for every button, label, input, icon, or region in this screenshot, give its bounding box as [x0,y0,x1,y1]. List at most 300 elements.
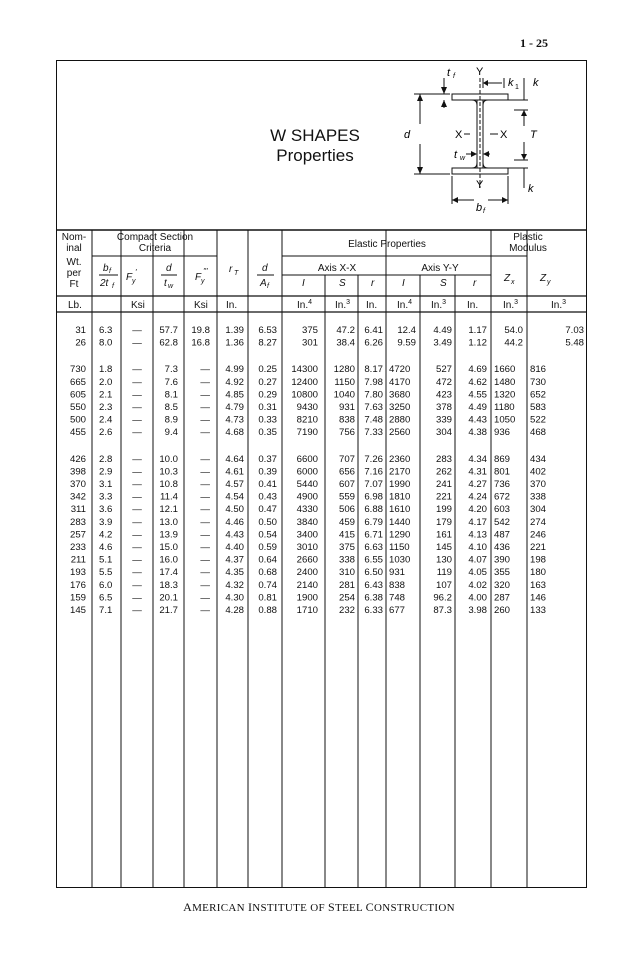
table-cell: 6.71 [364,529,383,541]
table-cell: 801 [494,466,511,478]
table-cell: — [132,516,142,528]
table-cell: 4.24 [468,491,487,503]
table-cell: 2.0 [99,376,113,388]
table-cell: 211 [70,554,86,566]
table-cell: 18.3 [159,579,178,591]
table-cell: 672 [494,491,511,503]
table-cell: — [200,516,210,528]
table-cell: 4.34 [468,453,487,465]
table-cell: 17.4 [159,567,178,579]
table-cell: 2.4 [99,414,113,426]
table-cell: 7.26 [364,453,383,465]
table-cell: 7.03 [565,325,584,336]
table-cell: 6.53 [258,325,277,336]
table-cell: 415 [338,529,355,541]
table-cell: 0.33 [258,414,277,426]
table-row [70,427,546,438]
title-line-1: W SHAPES [270,126,360,145]
table-cell: 145 [69,605,86,616]
table-row [70,492,546,503]
table-cell: 4.32 [225,579,244,591]
hdr-dtw-num: d [166,263,172,274]
table-cell: 370 [530,479,547,490]
table-cell: 434 [530,453,547,465]
table-cell: 1290 [389,529,411,541]
table-cell: 274 [530,516,547,528]
table-cell: 8210 [296,414,318,426]
table-cell: 2.3 [99,402,113,413]
table-cell: 1030 [389,554,411,566]
diagram-k-top-label: k [533,77,539,89]
table-cell: 338 [530,491,547,503]
table-cell: 3.3 [99,491,113,503]
table-cell: 7190 [296,427,318,439]
table-cell: 3250 [389,402,411,413]
table-cell: 6.43 [364,579,383,591]
table-cell: 3.6 [99,504,113,516]
table-cell: — [200,567,210,579]
table-cell: 16.0 [159,554,178,566]
table-cell: 656 [338,466,355,478]
table-cell: 7.07 [364,479,383,490]
table-row [70,454,547,465]
table-cell: 487 [494,529,511,541]
table-cell: 3840 [296,516,318,528]
hdr-fy1-sub: y [132,278,136,285]
hdr-fy3: F [195,272,202,283]
unit-label: In. [226,300,238,311]
table-cell: 6.5 [99,592,113,604]
table-cell: 390 [494,554,511,566]
table-row [70,529,546,540]
table-cell: 339 [435,414,452,426]
table-cell: 0.27 [258,376,277,388]
hdr-fy1: F [126,272,133,283]
table-cell: 4.31 [468,466,487,478]
table-cell: 87.3 [433,605,452,616]
table-cell: 7.80 [364,389,383,401]
hdr-yy-r: r [473,278,477,289]
table-cell: 398 [69,466,86,478]
table-cell: — [132,491,142,503]
table-cell: 163 [530,579,547,591]
table-cell: 0.25 [258,364,277,376]
table-cell: 262 [435,466,452,478]
table-cell: 4.61 [225,466,244,478]
table-cell: 1320 [494,389,516,401]
table-cell: — [132,337,142,349]
unit-label: In.$^3$ [551,299,567,311]
hdr-nominal-1: Nom- [61,232,87,243]
table-cell: 4720 [389,364,411,376]
footer: AMERICAN INSTITUTE OF STEEL CONSTRUCTION [183,900,455,914]
table-cell: 2.1 [99,389,113,401]
table-cell: 4.40 [225,542,244,553]
table-row [71,504,547,515]
hdr-rT-sub: T [234,270,239,277]
table-cell: 2.8 [99,453,113,465]
table-cell: 0.37 [258,453,277,465]
table-cell: — [200,592,210,604]
table-cell: 730 [530,376,547,388]
table-cell: — [132,592,142,604]
table-cell: 310 [338,567,355,579]
table-cell: — [132,579,142,591]
diagram-T-label: T [530,129,537,141]
table-cell: 6.98 [364,491,383,503]
table-cell: — [200,479,210,490]
hdr-plastic-1: Plastic [513,232,543,243]
table-cell: 931 [389,567,406,579]
table-cell: 338 [338,554,355,566]
table-cell: 4.79 [225,402,244,413]
table-cell: 936 [494,427,511,439]
table-cell: — [200,402,210,413]
table-cell: 9430 [296,402,318,413]
table-cell: — [200,504,210,516]
table-cell: 9.59 [397,337,416,349]
diagram-y-top-label: Y [476,66,484,78]
table-cell: 4170 [389,376,411,388]
table-cell: 838 [338,414,355,426]
table-cell: 4.69 [468,364,487,376]
table-cell: — [132,376,142,388]
table-cell: 159 [69,592,86,604]
table-cell: 1050 [494,414,516,426]
table-cell: 145 [435,542,452,553]
table-cell: 6.63 [364,542,383,553]
table-cell: — [200,453,210,465]
table-cell: 161 [435,529,452,541]
table-cell: 7.3 [164,364,178,376]
table-cell: 283 [69,516,86,528]
table-cell: 301 [301,337,318,349]
table-cell: 402 [530,466,547,478]
table-cell: 1.36 [225,337,244,349]
table-cell: 233 [69,542,86,553]
table-cell: 57.7 [159,325,178,336]
table-cell: 19.8 [191,325,210,336]
table-cell: 0.88 [258,605,277,616]
table-cell: 665 [69,376,86,388]
diagram-k1-label: k [508,77,514,89]
table-cell: 0.47 [258,504,277,516]
table-cell: 506 [338,504,355,516]
hdr-dAf-num: d [262,263,268,274]
table-cell: 707 [338,453,355,465]
table-cell: 4.30 [225,592,244,604]
table-cell: 4.07 [468,554,487,566]
table-cell: 6000 [296,466,318,478]
table-cell: 375 [301,325,318,336]
table-cell: 0.81 [258,592,277,604]
hdr-axis-xx: Axis X-X [317,263,357,274]
table-cell: 0.74 [258,579,277,591]
table-row [70,364,546,375]
table-cell: 4.2 [99,529,113,541]
table-cell: 605 [69,389,86,401]
diagram-k1-sub: 1 [515,84,519,91]
table-cell: 4.6 [99,542,113,553]
unit-label: Ksi [131,300,145,311]
table-cell: 816 [530,364,547,376]
table-cell: 287 [494,592,511,604]
table-cell: 4.64 [225,453,244,465]
table-cell: 4.92 [225,376,244,388]
table-cell: — [200,491,210,503]
table-cell: 7.1 [99,605,113,616]
hdr-yy-S: S [440,278,447,289]
table-cell: 7.63 [364,402,383,413]
table-cell: 4.28 [225,605,244,616]
table-cell: 355 [494,567,511,579]
table-cell: 1040 [333,389,355,401]
table-cell: — [132,529,142,541]
table-cell: 8.5 [164,402,178,413]
table-cell: 6.79 [364,516,383,528]
table-cell: 10.8 [159,479,178,490]
table-cell: 4.20 [468,504,487,516]
table-cell: 0.59 [258,542,277,553]
table-cell: 1810 [389,491,411,503]
hdr-yy-I: I [402,278,405,289]
table-cell: 1710 [296,605,318,616]
table-row [70,592,546,603]
table-cell: — [132,389,142,401]
table-cell: 15.0 [159,542,178,553]
hdr-dAf-den-sub: f [267,283,269,290]
table-cell: 2560 [389,427,411,439]
diagram-tw-sub: w [460,155,466,162]
table-cell: 180 [530,567,547,579]
table-row [75,325,584,336]
table-cell: 10.3 [159,466,178,478]
table-cell: — [200,376,210,388]
table-cell: 7.16 [364,466,383,478]
table-cell: 436 [494,542,511,553]
table-cell: 13.9 [159,529,178,541]
diagram-y-bot-label: Y [476,179,484,191]
table-cell: 6.41 [364,325,383,336]
hdr-elastic: Elastic Properties [348,239,426,250]
table-cell: 6.88 [364,504,383,516]
unit-label: In.$^4$ [297,299,313,311]
hdr-bf-den-sub: f [112,283,114,290]
hdr-zx: Z [504,273,511,284]
table-cell: 0.39 [258,466,277,478]
table-cell: 0.54 [258,529,277,541]
table-cell: 7.48 [364,414,383,426]
table-cell: 304 [530,504,547,516]
table-cell: 2.6 [99,427,113,439]
hdr-plastic-2: Modulus [509,243,547,254]
table-cell: 8.1 [164,389,178,401]
table-cell: 1280 [333,364,355,376]
table-cell: 6.50 [364,567,383,579]
hdr-xx-S: S [339,278,346,289]
table-cell: 423 [435,389,452,401]
table-cell: 4.05 [468,567,487,579]
diagram-k-bot-label: k [528,183,534,195]
table-cell: — [132,605,142,616]
table-cell: 0.43 [258,491,277,503]
table-cell: 652 [530,389,547,401]
hdr-nominal-4: per [66,268,82,279]
table-cell: 3.98 [468,605,487,616]
table-cell: 221 [435,491,452,503]
hdr-nominal-3: Wt. [66,257,82,268]
table-cell: 527 [435,364,452,376]
table-cell: 1900 [296,592,318,604]
table-cell: 4.50 [225,504,244,516]
table-cell: 1.8 [99,364,113,376]
table-cell: 2.9 [99,466,113,478]
table-cell: 8.27 [258,337,277,349]
table-cell: — [132,479,142,490]
table-cell: 8.17 [364,364,383,376]
table-row [70,466,546,477]
diagram-x-left-label: X [455,129,463,141]
hdr-bf-num-sub: f [109,268,111,275]
table-cell: 7.98 [364,376,383,388]
table-cell: — [200,389,210,401]
table-cell: 1480 [494,376,516,388]
table-cell: 7.6 [164,376,178,388]
table-cell: 4.49 [468,402,487,413]
table-cell: 1.17 [468,325,487,336]
table-cell: 1440 [389,516,411,528]
table-cell: 283 [435,453,452,465]
hdr-dtw-den: t [164,278,167,289]
table-cell: 4.38 [468,427,487,439]
table-cell: 730 [69,364,86,376]
table-cell: 2170 [389,466,411,478]
table-cell: 0.64 [258,554,277,566]
table-cell: 8.0 [99,337,113,349]
table-cell: 31 [75,325,86,336]
table-cell: 4330 [296,504,318,516]
table-cell: 9.4 [164,427,178,439]
table-cell: 2360 [389,453,411,465]
table-cell: 11.4 [160,491,178,503]
table-cell: 6.3 [99,325,113,336]
table-cell: 2140 [296,579,318,591]
table-cell: 2660 [296,554,318,566]
table-cell: 254 [338,592,355,604]
table-cell: 4900 [296,491,318,503]
table-cell: — [132,554,142,566]
table-cell: 6.26 [364,337,383,349]
table-cell: 472 [435,376,452,388]
hdr-xx-I: I [302,278,305,289]
table-cell: 260 [494,605,511,616]
table-cell: 62.8 [159,337,178,349]
table-row [70,542,546,553]
table-cell: 4.73 [225,414,244,426]
table-cell: 370 [69,479,86,490]
table-cell: 6.33 [364,605,383,616]
diagram-x-right-label: X [500,129,508,141]
table-row [70,479,546,490]
hdr-zx-sub: x [511,279,515,286]
table-cell: 3.49 [433,337,452,349]
unit-label: In.$^3$ [335,299,351,311]
table-cell: — [132,325,142,336]
table-cell: 13.0 [159,516,178,528]
table-cell: 221 [530,542,547,553]
table-cell: 2400 [296,567,318,579]
diagram-tf-label: t [447,67,451,79]
title-line-2: Properties [276,146,354,165]
table-cell: 0.31 [258,402,277,413]
table-cell: 12.1 [159,504,178,516]
table-cell: 4.54 [225,491,244,503]
table-cell: — [132,504,142,516]
table-cell: 304 [435,427,452,439]
table-cell: 756 [338,427,355,439]
table-cell: 6.55 [364,554,383,566]
table-cell: 1.12 [468,337,487,349]
table-cell: 10800 [291,389,318,401]
table-cell: — [132,567,142,579]
table-cell: 2880 [389,414,411,426]
table-cell: 931 [338,402,355,413]
table-row [70,389,546,400]
table-cell: 748 [389,592,406,604]
table-cell: 6.38 [364,592,383,604]
diagram-bf-sub: f [483,208,485,214]
table-cell: 21.7 [159,605,178,616]
hdr-compact-1: Compact Section [116,232,194,243]
table-cell: 47.2 [336,325,355,336]
table-cell: 6600 [296,453,318,465]
table-cell: 246 [530,529,547,541]
diagram-tw-label: t [454,149,458,161]
table-cell: 96.2 [433,592,452,604]
table-cell: 4.62 [468,376,487,388]
diagram-bf-label: b [476,202,483,214]
table-cell: 0.41 [258,479,277,490]
table-cell: 4.37 [225,554,244,566]
diagram-tf-sub: f [453,73,455,80]
table-cell: 5.5 [99,567,113,579]
table-cell: 1610 [389,504,411,516]
table-row [70,517,547,528]
table-cell: — [200,466,210,478]
table-cell: 4.99 [225,364,244,376]
hdr-zy: Z [540,273,547,284]
table-cell: — [132,427,142,439]
table-cell: 522 [530,414,547,426]
table-cell: 500 [69,414,86,426]
table-cell: 54.0 [504,325,523,336]
table-cell: 677 [389,605,406,616]
table-cell: 542 [494,516,511,528]
table-cell: 736 [494,479,511,490]
table-cell: 1150 [334,376,355,388]
table-cell: 146 [530,592,547,604]
hdr-compact-2: Criteria [138,243,172,254]
hdr-xx-r: r [371,278,375,289]
table-cell: 4.35 [225,567,244,579]
table-cell: 4.43 [468,414,487,426]
table-cell: 193 [69,567,86,579]
table-cell: 4.27 [468,479,487,490]
table-cell: 14300 [291,364,318,376]
unit-label: Lb. [68,300,82,311]
table-cell: — [200,529,210,541]
hdr-axis-yy: Axis Y-Y [421,263,459,274]
